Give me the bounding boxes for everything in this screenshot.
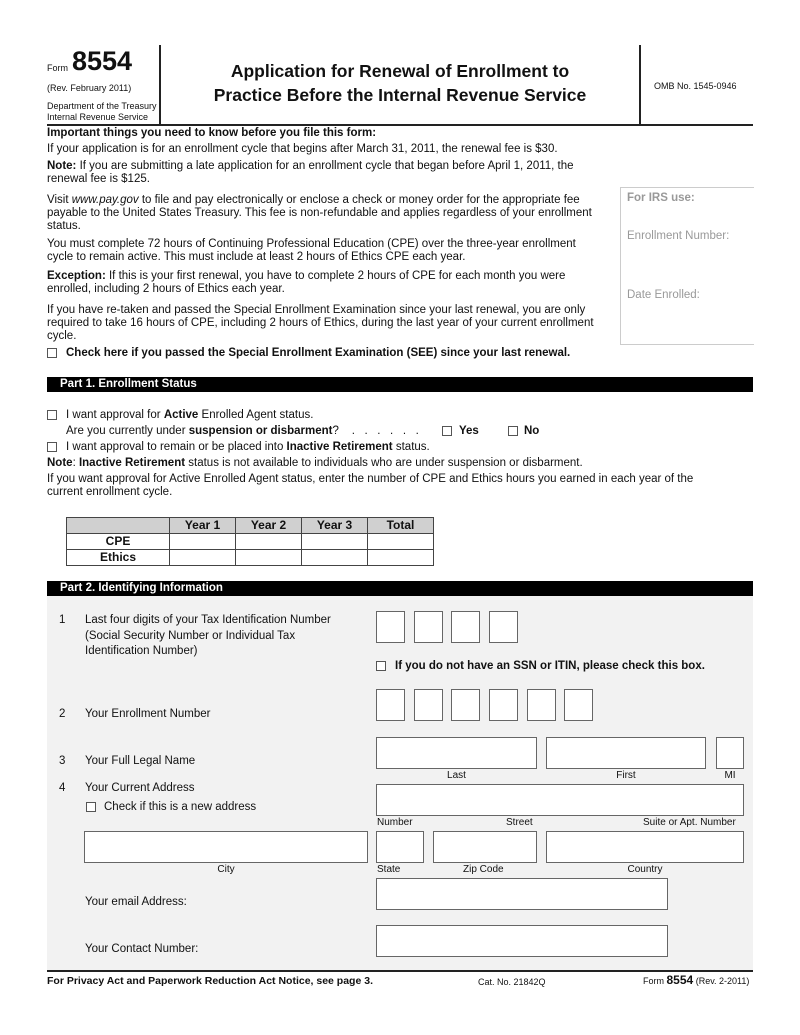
ethics-year3-cell[interactable] <box>302 550 368 566</box>
suspension-yes-checkbox[interactable] <box>442 426 452 436</box>
text: If this is your first renewal, you have to complete 2 hours of CPE for each month you were <box>105 270 566 282</box>
cpe-instruction: current enrollment cycle. <box>47 486 173 498</box>
first-name-input[interactable] <box>546 737 706 769</box>
tin-digit-input[interactable] <box>376 611 405 643</box>
inactive-note <box>47 457 583 470</box>
item-number: 3 <box>59 755 66 767</box>
enrollment-digit-input[interactable] <box>414 689 443 721</box>
last-name-input[interactable] <box>376 737 537 769</box>
tin-label: Identification Number) <box>85 645 198 657</box>
no-ssn-label: If you do not have an SSN or ITIN, please check this box. <box>395 660 705 672</box>
enrollment-digit-input[interactable] <box>489 689 518 721</box>
street-address-input[interactable] <box>376 784 744 816</box>
active-status-checkbox[interactable] <box>47 410 57 420</box>
last-label: Last <box>447 770 466 781</box>
cpe-hours-table <box>66 517 434 566</box>
text: ? . . . . . . <box>332 425 419 437</box>
text: status is not available to individuals who are under suspension or disbarment. <box>185 457 583 469</box>
text: Active <box>163 409 199 421</box>
table-header-row <box>67 518 434 534</box>
intro-text: enrolled, including 2 hours of Ethics each year. <box>47 283 285 295</box>
text: to file and pay electronically or enclose a check or money order for the appropriate fee <box>138 194 580 206</box>
text: suspension or disbarment <box>188 425 333 437</box>
suspension-no-checkbox[interactable] <box>508 426 518 436</box>
page-title: Application for Renewal of Enrollment to <box>230 61 570 81</box>
dept-line: Department of the Treasury <box>47 101 157 111</box>
new-address-label: Check if this is a new address <box>104 801 257 813</box>
zip-code-input[interactable] <box>433 831 537 863</box>
cpe-year1-cell[interactable] <box>170 534 236 550</box>
mi-label: MI <box>724 770 736 781</box>
state-input[interactable] <box>376 831 424 863</box>
column-header: Total <box>368 518 434 534</box>
first-label: First <box>616 770 636 781</box>
street-label: Street <box>506 817 533 828</box>
city-label: City <box>217 864 235 875</box>
see-checkbox[interactable] <box>47 348 57 358</box>
no-label: No <box>524 425 540 437</box>
row-label: CPE <box>67 534 170 550</box>
suspension-question <box>66 425 419 438</box>
table-row <box>67 550 434 566</box>
irs-use-box <box>620 187 754 345</box>
address-label: Your Current Address <box>85 782 195 794</box>
text: status. <box>392 441 430 453</box>
enrollment-digit-input[interactable] <box>451 689 480 721</box>
row-label: Ethics <box>67 550 170 566</box>
text: I want approval to remain or be placed into <box>66 441 287 453</box>
column-header <box>67 518 170 534</box>
revision-date: (Rev. February 2011) <box>47 83 132 93</box>
intro-text <box>47 160 574 173</box>
page-title: Practice Before the Internal Revenue Service <box>213 85 587 105</box>
tin-digit-input[interactable] <box>451 611 480 643</box>
column-header: Year 2 <box>236 518 302 534</box>
cpe-total-cell[interactable] <box>368 534 434 550</box>
intro-text <box>47 194 580 207</box>
email-label: Your email Address: <box>85 896 187 908</box>
intro-text: cycle. <box>47 330 77 342</box>
ethics-year1-cell[interactable] <box>170 550 236 566</box>
new-address-checkbox[interactable] <box>86 802 96 812</box>
ethics-year2-cell[interactable] <box>236 550 302 566</box>
cpe-instruction: If you want approval for Active Enrolled Agent status, enter the number of CPE and Ethics hours you earned in each year of the <box>47 473 694 485</box>
suite-label: Suite or Apt. Number <box>643 817 736 828</box>
text: If you are submitting a late application for an enrollment cycle that began before April 1, 2011, the <box>76 160 574 172</box>
intro-text: You must complete 72 hours of Continuing Professional Education (CPE) over the three-year enrollment <box>47 238 576 250</box>
intro-heading: Important things you need to know before you file this form: <box>47 127 377 139</box>
intro-text: status. <box>47 220 81 232</box>
number-label: Number <box>377 817 413 828</box>
intro-text: renewal fee is $125. <box>47 173 150 185</box>
active-status-label <box>66 409 313 422</box>
tin-digit-input[interactable] <box>414 611 443 643</box>
enrollment-number-label: Your Enrollment Number <box>85 708 211 720</box>
text: 8554 <box>666 973 694 987</box>
column-header: Year 3 <box>302 518 368 534</box>
tin-label: Last four digits of your Tax Identification Number <box>85 614 331 626</box>
form-label: Form <box>47 63 68 73</box>
dept-line: Internal Revenue Service <box>47 112 149 122</box>
pay-gov-link[interactable]: www.pay.gov <box>71 194 139 206</box>
contact-number-label: Your Contact Number: <box>85 943 199 955</box>
part1-header: Part 1. Enrollment Status <box>47 377 753 392</box>
intro-text: If you have re-taken and passed the Special Enrollment Examination since your last renewal, you are only <box>47 304 586 316</box>
text: : <box>72 457 79 469</box>
footer-form-id <box>643 974 749 988</box>
irs-enrollment-number-label: Enrollment Number: <box>627 230 730 242</box>
inactive-status-label <box>66 441 430 454</box>
no-ssn-checkbox[interactable] <box>376 661 386 671</box>
intro-text <box>47 270 565 283</box>
column-header: Year 1 <box>170 518 236 534</box>
divider <box>47 970 753 972</box>
intro-text: payable to the United States Treasury. This fee is non-refundable and applies regardless of your enrollment <box>47 207 592 219</box>
intro-text: If your application is for an enrollment cycle that begins after March 31, 2011, the renewal fee is $30. <box>47 143 558 155</box>
omb-number: OMB No. 1545-0946 <box>654 81 737 91</box>
ethics-total-cell[interactable] <box>368 550 434 566</box>
inactive-status-checkbox[interactable] <box>47 442 57 452</box>
item-number: 4 <box>59 782 66 794</box>
exception-label: Exception: <box>47 270 106 282</box>
yes-label: Yes <box>459 425 479 437</box>
full-name-label: Your Full Legal Name <box>85 755 196 767</box>
item-number: 1 <box>59 614 66 626</box>
text: (Rev. 2-2011) <box>693 976 750 986</box>
table-row <box>67 534 434 550</box>
email-input[interactable] <box>376 878 668 910</box>
country-input[interactable] <box>546 831 744 863</box>
item-number: 2 <box>59 708 66 720</box>
text: Inactive Retirement <box>286 441 393 453</box>
intro-text: cycle to remain active. This must include at least 2 hours of Ethics CPE each year. <box>47 251 466 263</box>
cpe-year2-cell[interactable] <box>236 534 302 550</box>
note-label: Note: <box>47 160 77 172</box>
irs-use-title: For IRS use: <box>627 192 695 204</box>
see-checkbox-label: Check here if you passed the Special Enrollment Examination (SEE) since your last renewal. <box>66 347 571 359</box>
zip-label: Zip Code <box>463 864 504 875</box>
part2-header: Part 2. Identifying Information <box>47 581 753 596</box>
text: Enrolled Agent status. <box>198 409 314 421</box>
text: Are you currently under <box>66 425 189 437</box>
privacy-notice: For Privacy Act and Paperwork Reduction Act Notice, see page 3. <box>47 975 373 987</box>
text: Form <box>643 976 667 986</box>
country-label: Country <box>627 864 663 875</box>
cpe-year3-cell[interactable] <box>302 534 368 550</box>
irs-date-enrolled-label: Date Enrolled: <box>627 289 700 301</box>
city-input[interactable] <box>84 831 368 863</box>
text: Inactive Retirement <box>78 457 186 469</box>
tin-label: (Social Security Number or Individual Tax <box>85 630 296 642</box>
text: I want approval for <box>66 409 164 421</box>
enrollment-digit-input[interactable] <box>376 689 405 721</box>
enrollment-digit-input[interactable] <box>527 689 556 721</box>
intro-text: required to take 16 hours of CPE, including 2 hours of Ethics, during the last year of your current enrollment <box>47 317 594 329</box>
text: Note <box>47 457 73 469</box>
contact-number-input[interactable] <box>376 925 668 957</box>
enrollment-digit-input[interactable] <box>564 689 593 721</box>
state-label: State <box>377 864 401 875</box>
tin-digit-input[interactable] <box>489 611 518 643</box>
divider <box>47 124 753 126</box>
middle-initial-input[interactable] <box>716 737 744 769</box>
catalog-number: Cat. No. 21842Q <box>478 977 546 987</box>
form-number: 8554 <box>72 46 133 76</box>
text: Visit <box>47 194 72 206</box>
